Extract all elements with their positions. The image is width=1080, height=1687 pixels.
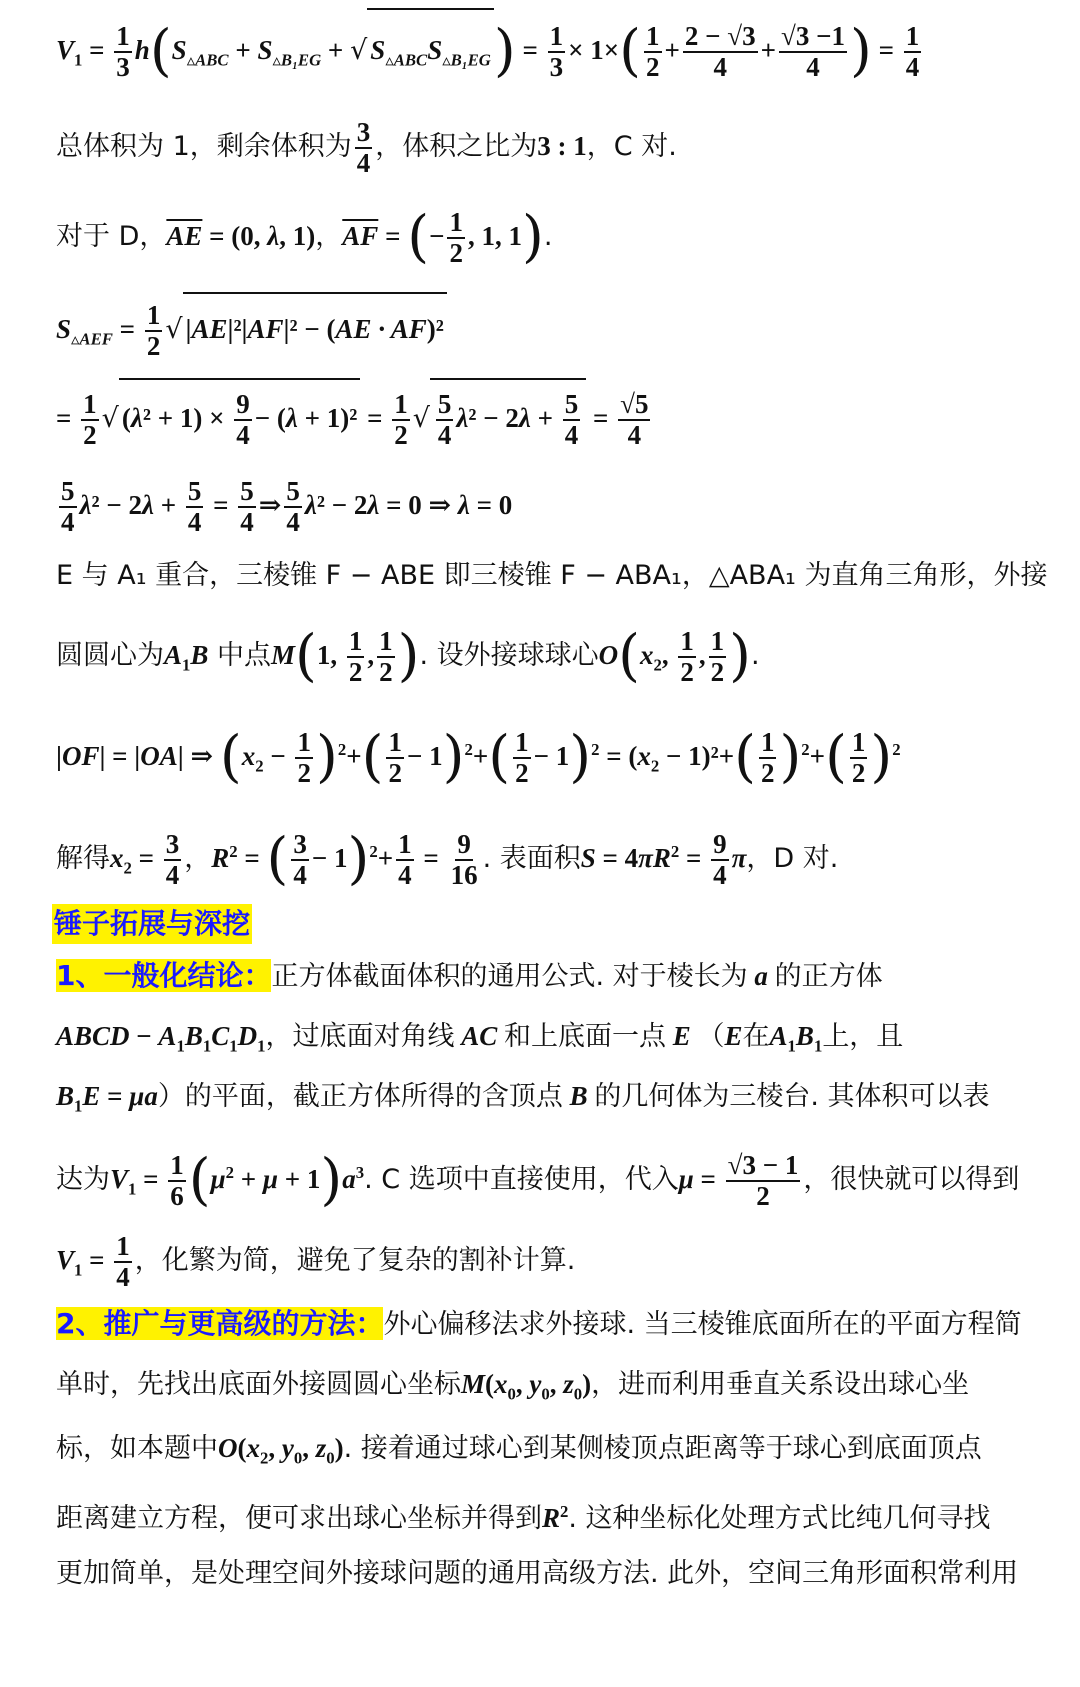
section2-tag: 2、推广与更高级的方法： [56,1307,384,1340]
circumcenter-line: 圆圆心为$A_1B$ 中点M(1, $\frac{1}{2}$ , $\frac{1}{2}$ ). 设外接球球心$O(x_2$, $\frac{1}{2}$ , $\frac{1}{2}$ ). [56,623,760,689]
section-general-conclusion: 1、一般化结论：正方体截面体积的通用公式. 对于棱长为 a 的正方体 ABCD − $A_1B_1C_1D_1$，过底面对角线 AC 和上底面一点 E （E在$A_1B_1$上，且 $B_1E = \mu a$）的平面，截正方体所得的含顶点 B 的几何体为三棱台. 其体积可以表 达为$V_1$ = $\frac{1}{6}$ $(\mu^2 + \mu + 1)a^3$. C 选项中直接使用，代入μ = $\frac{√3 - 1}{2}$ ，很快就可以得到 $V_1$ = $\frac{1}{4}$ ，化繁为简，避免了复杂的割补计算. [56,959,1020,1292]
area-formula-line: $S_{▵AEF}$ = $\frac{1}{2}$ √ |AE|²|AF|² − (AE · AF)² [56,292,1040,362]
coincide-line: E 与 A₁ 重合，三棱锥 F − ABE 即三棱锥 F − ABA₁，△ABA₁ 为直角三角形，外接 [56,560,1048,591]
area-calc-line: = $\frac{1}{2}$ √ (λ² + 1) × $\frac{9}{4}$ − (λ + 1)² = $\frac{1}{2}$ √ $\frac{5}{4}$ λ² − 2λ + $\frac{5}{4}$ = $\frac{√5}{4}$ [56,378,1040,454]
lambda-equation-line: $\frac{5}{4}$ λ² − 2λ + $\frac{5}{4}$ = $\frac{5}{4}$ ⇒ $\frac{5}{4}$ λ² − 2λ = 0 ⇒ λ = 0 [61,476,513,537]
total-volume-line: 总体积为 1，剩余体积为 $\frac{3}{4}$ ，体积之比为3 : 1，C 对. [56,117,677,178]
solution-line: 解得$x_2$ = $\frac{3}{4}$ ，$R^2$ = ( $\frac{3}{4}$ − 1)$^2$+ $\frac{1}{4}$ = $\frac{9}{16}$ . 表面积$S = 4\pi R^2$ = $\frac{9}{4}$ π，D 对. [56,826,839,892]
extension-heading: 锤子拓展与深挖 [52,904,252,944]
volume-formula-line: $V_1$ = $\frac{1}{3}$ $h(S_{▵ABC} + S_{▵B_1EG}$ + √ $S_{▵ABC}S_{▵B_1EG}$) = $\frac{1}{3}$ × 1×( $\frac{1}{2}$ + $\frac{2 - √3}{4}$ + $\frac{√3 -1}{4}$ ) = $\frac{1}{4}$ [56,8,1040,88]
section1-tag: 1、一般化结论： [56,959,272,992]
section-advanced-method: 2、推广与更高级的方法：外心偏移法求外接球. 当三棱锥底面所在的平面方程简 单时，先找出底面外接圆圆心坐标$M(x_0$, $y_0$, $z_0$)，进而利用垂直关系设出球心坐 标，如本题中$O(x_2$, $y_0$, $z_0$). 接着通过球心到某侧棱顶点距离等于球心到底面顶点 距离建立方程，便可求出球心坐标并得到$R^2$. 这种坐标化处理方式比纯几何寻找 更加简单，是处理空间外接球问题的通用高级方法. 此外，空间三角形面积常利用 [56,1307,1022,1589]
distance-equation-line: |OF| = |OA| ⇒ ($x_2$ − $\frac{1}{2}$ )$^2$+( $\frac{1}{2}$ − 1)$^2$+( $\frac{1}{2}$ − $1)^2 = (x_2 - 1)^2+$( $\frac{1}{2}$ )$^2$+( $\frac{1}{2}$ )$^2$ [56,724,901,790]
vector-line: 对于 D，$\overline{AE} = (0$, λ, 1)，$\overline{AF}$ = (− $\frac{1}{2}$ , 1, 1). [56,204,553,270]
